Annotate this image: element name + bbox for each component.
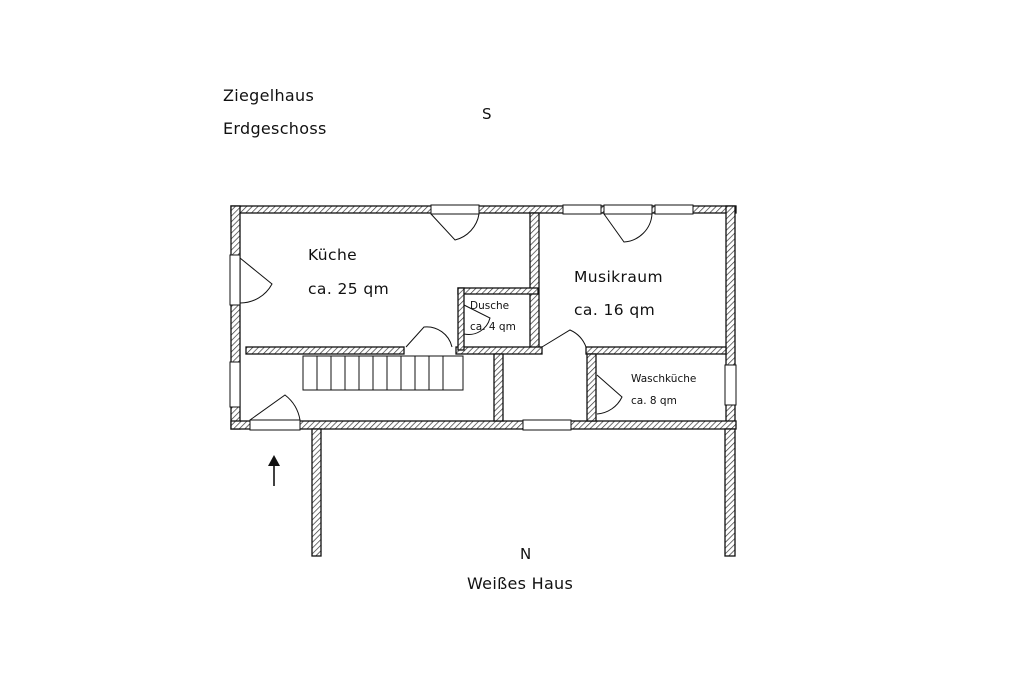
- staircase: [303, 356, 463, 390]
- room-shower-name: Dusche: [470, 300, 510, 312]
- door-entrance: [250, 395, 300, 420]
- window-left-kitchen: [230, 255, 240, 305]
- wall-hall-partition-1: [494, 354, 503, 421]
- room-kitchen-name: Küche: [308, 246, 358, 264]
- room-laundry-area: ca. 8 qm: [631, 395, 677, 407]
- room-music-name: Musikraum: [574, 268, 663, 286]
- window-top-kitchen: [431, 205, 479, 214]
- entrance-opening: [250, 420, 300, 430]
- wall-hall-top-mid: [456, 347, 542, 354]
- wall-hall-top-left: [246, 347, 404, 354]
- wall-shower-left: [458, 288, 464, 350]
- door-kitchen-left: [240, 258, 272, 303]
- arrow-up-icon: [268, 455, 280, 486]
- room-shower-area: ca. 4 qm: [470, 321, 516, 333]
- compass-north: N: [520, 545, 532, 563]
- wall-hall-partition-2: [587, 354, 596, 421]
- room-laundry-name: Waschküche: [631, 373, 697, 385]
- window-top-music: [604, 205, 652, 214]
- porch-wall-right: [725, 429, 735, 556]
- door-kitchen-hall: [406, 327, 452, 347]
- outer-wall-bottom: [231, 421, 736, 429]
- door-kitchen-window-top: [431, 214, 479, 240]
- wall-hall-top-right: [586, 347, 726, 354]
- neighbor-building: Weißes Haus: [467, 574, 574, 593]
- window-top-mid: [563, 205, 601, 214]
- window-bottom-mid: [523, 420, 571, 430]
- door-music-top: [604, 214, 652, 242]
- window-left-hall: [230, 362, 240, 407]
- door-music-hall: [542, 330, 586, 347]
- floor-name: Erdgeschoss: [223, 119, 327, 138]
- wall-shower-top: [458, 288, 538, 294]
- room-kitchen-area: ca. 25 qm: [308, 280, 390, 298]
- wall-kitchen-music: [530, 213, 539, 348]
- window-top-right: [655, 205, 693, 214]
- building-name: Ziegelhaus: [223, 86, 315, 105]
- door-laundry: [597, 375, 622, 414]
- compass-south: S: [482, 105, 492, 123]
- window-right-laundry: [725, 365, 736, 405]
- room-music-area: ca. 16 qm: [574, 301, 656, 319]
- porch-wall-left: [312, 429, 321, 556]
